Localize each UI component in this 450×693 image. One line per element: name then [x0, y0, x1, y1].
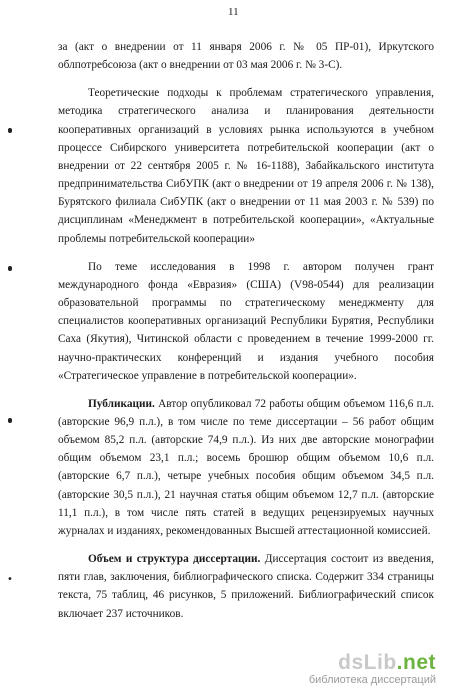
watermark-logo [309, 652, 436, 674]
watermark-logo-main: dsLib [338, 651, 397, 674]
structure-heading: Объем и структура диссертации. [88, 553, 261, 566]
paragraph-structure [58, 550, 434, 623]
watermark-subtitle: библиотека диссертаций [308, 674, 436, 686]
binding-mark [8, 266, 12, 271]
paragraph-continuation: за (акт о внедрении от 11 января 2006 г. № 05 ПР-01), Иркутского облпотребсоюза (акт о внедрении от 03 мая 2006 г. № 3-С). [58, 41, 434, 72]
paragraph-theoretical-approaches: Теоретические подходы к проблемам стратегического управления, методика стратегического анализа и планирования деятельности кооперативных организаций в условиях рынка используются в учебном процессе Сибирского университета потребительской кооперации (акт о внедрении от 22 сентября 2005 г. № 16-1188), Забайкальского института предпринимательства СибУПК (акт о внедрении от 19 апреля 2006 г. № 138), Бурятского филиала СибУПК (акт о внедрении от 11 мая 2003 г. № 539) по дисциплинам «Менеджмент в потребительской кооперации», «Актуальные проблемы потребительской кооперации» [58, 87, 434, 245]
publications-text: Автор опубликовал 72 работы общим объемом 116,6 п.л. (авторские 96,9 п.л.), в том числе по теме диссертации – 56 работ общим объемом 85,2 п.л. (авторские 74,9 п.л.). Из них две авторские монографии общим объемом 23,1 п.л.; восемь брошюр общим объемом 10,6 п.л. (авторские 6,7 п.л.), четыре учебных пособия общим объемом 34,5 п.л. (авторские 30,5 п.л.), 21 научная статья общим объемом 12,7 п.л. (авторские 11,1 п.л.), в том числе пять статей в ведущих рецензируемых научных журналах и изданиях, рекомендованных Высшей аттестационной комиссией. [58, 397, 434, 537]
dslib-watermark [309, 652, 436, 687]
binding-mark [8, 128, 12, 133]
page-number: 11 [228, 6, 239, 18]
watermark-logo-tld: .net [396, 651, 436, 674]
paragraph-grant: По теме исследования в 1998 г. автором получен грант международного фонда «Евразия» (США) (V98-0544) для реализации образовательной программы по стратегическому менеджменту для специалистов кооперативных организаций Республики Бурятия, Республики Саха (Якутия), Читинской области с проведением в течение 1999-2000 гг. научно-практических конференций и издания учебного пособия «Стратегическое управление в потребительской кооперации». [58, 260, 434, 382]
binding-mark [8, 418, 12, 423]
binding-mark: • [7, 574, 13, 585]
structure-text: Диссертация состоит из введения, пяти глав, заключения, библиографического списка. Содержит 334 страницы текста, 75 таблиц, 46 рисунков, 5 приложений. Библиографический список включает 237 источников. [58, 553, 434, 620]
paragraph-publications [58, 395, 434, 540]
document-body [58, 38, 434, 623]
publications-heading: Публикации. [88, 397, 155, 410]
